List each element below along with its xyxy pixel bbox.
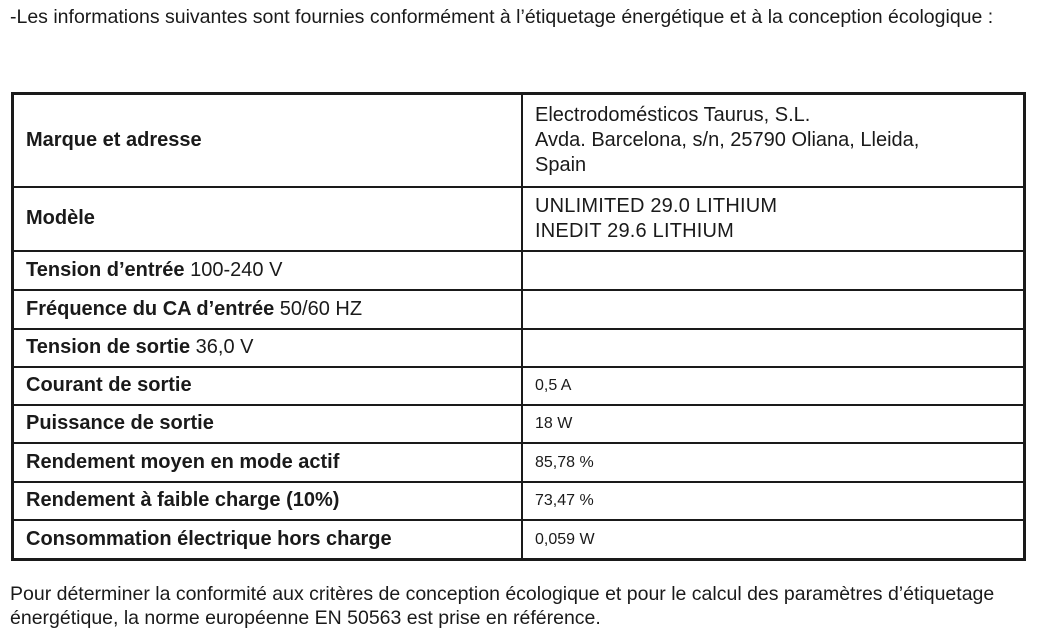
table-row xyxy=(13,367,1025,405)
address-line: Spain xyxy=(535,153,587,176)
row-value-cell xyxy=(522,443,1025,482)
address-line: Electrodomésticos Taurus, S.L. xyxy=(535,103,811,126)
row-label-cell xyxy=(13,290,523,329)
row-label: Modèle xyxy=(26,207,95,229)
row-value-cell xyxy=(522,482,1025,520)
row-label: Marque et adresse xyxy=(26,128,202,151)
row-label-cell xyxy=(13,405,523,443)
table-row xyxy=(13,187,1025,251)
row-label-cell xyxy=(13,329,523,367)
table-row xyxy=(13,329,1025,367)
row-inline-value: 36,0 V xyxy=(195,336,254,358)
row-label-cell xyxy=(13,367,523,405)
row-label: Tension d’entrée xyxy=(26,258,185,281)
table-row xyxy=(13,290,1025,329)
row-label: Consommation électrique hors charge xyxy=(26,527,392,550)
row-value-cell xyxy=(522,187,1025,251)
row-value-cell xyxy=(522,405,1025,443)
row-label: Rendement moyen en mode actif xyxy=(26,450,340,473)
table-row xyxy=(13,405,1025,443)
row-value: 18 W xyxy=(535,415,573,432)
row-label-cell xyxy=(13,482,523,520)
row-value-cell xyxy=(522,251,1025,290)
reference-note-paragraph: Pour déterminer la conformité aux critères de conception écologique et pour le calcul des paramètres d’étiquetage énergétique, la norme européenne EN 50563 est prise en référence. xyxy=(10,583,995,629)
row-label-cell xyxy=(13,187,523,251)
row-value: 73,47 % xyxy=(535,492,594,509)
row-label-cell xyxy=(13,443,523,482)
row-value-cell xyxy=(522,329,1025,367)
table-row xyxy=(13,443,1025,482)
row-value-cell xyxy=(522,290,1025,329)
row-value-cell xyxy=(522,367,1025,405)
row-value: 0,5 A xyxy=(535,377,572,394)
row-label: Fréquence du CA d’entrée xyxy=(26,297,275,320)
table-row xyxy=(13,94,1025,187)
address-line: Avda. Barcelona, s/n, 25790 Oliana, Lleida, xyxy=(535,128,920,151)
row-value-cell xyxy=(522,520,1025,560)
model-line: INEDIT 29.6 LITHIUM xyxy=(535,219,735,242)
row-label: Courant de sortie xyxy=(26,374,192,396)
row-value: 85,78 % xyxy=(535,453,594,471)
table-row xyxy=(13,251,1025,290)
row-label: Puissance de sortie xyxy=(26,412,214,434)
row-value: 0,059 W xyxy=(535,530,595,548)
row-label-cell xyxy=(13,520,523,560)
intro-paragraph: -Les informations suivantes sont fournies conformément à l’étiquetage énergétique et à la conception écologique : xyxy=(10,6,994,28)
energy-label-table xyxy=(11,92,1026,561)
row-label: Rendement à faible charge (10%) xyxy=(26,489,340,511)
row-label-cell xyxy=(13,251,523,290)
table-row xyxy=(13,482,1025,520)
table-row xyxy=(13,520,1025,560)
row-label-cell xyxy=(13,94,523,187)
row-value-cell xyxy=(522,94,1025,187)
model-line: UNLIMITED 29.0 LITHIUM xyxy=(535,194,778,217)
row-inline-value: 50/60 HZ xyxy=(279,297,363,320)
row-label: Tension de sortie xyxy=(26,336,191,358)
row-inline-value: 100-240 V xyxy=(190,258,283,281)
